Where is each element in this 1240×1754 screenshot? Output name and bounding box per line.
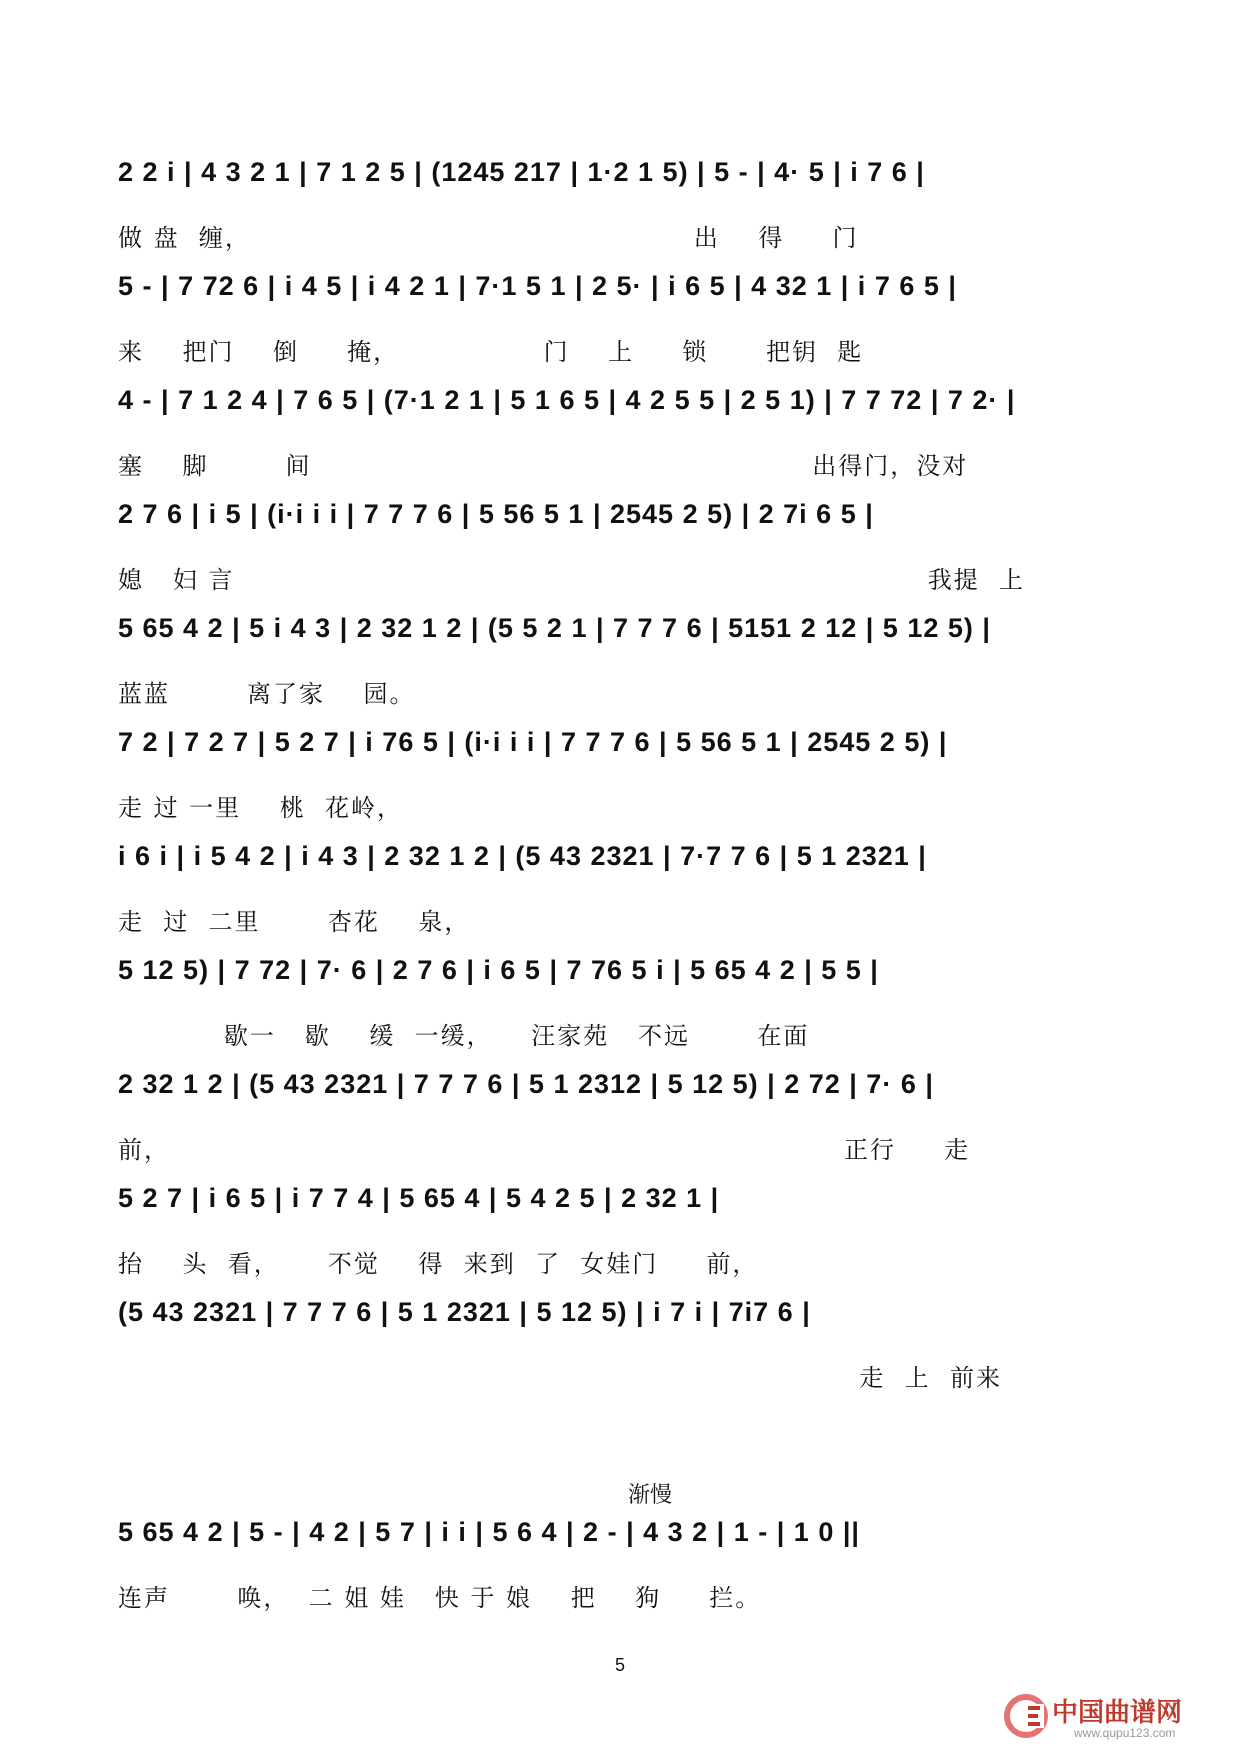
lyrics-line: 做 盘 缠， 出 得 门 bbox=[118, 224, 859, 252]
lyrics-line: 走 过 二里 杏花 泉， bbox=[118, 908, 471, 936]
tempo-marking: 渐慢 bbox=[628, 1483, 673, 1508]
page-number: 5 bbox=[614, 1655, 625, 1675]
notation-line: 2 32 1 2 | (5 43 2321 | 7 7 7 6 | 5 1 2312 | 5 12 5) | 2 72 | 7· 6 | bbox=[118, 1069, 934, 1099]
notation-line: 2 2 i | 4 3 2 1 | 7 1 2 5 | (1245 217 | 1·2 1 5) | 5 - | 4· 5 | i 7 6 | bbox=[118, 157, 925, 187]
watermark-url: www.qupu123.com bbox=[1074, 1726, 1176, 1740]
notation-line: 5 65 4 2 | 5 i 4 3 | 2 32 1 2 | (5 5 2 1 | 7 7 7 6 | 5151 2 12 | 5 12 5) | bbox=[118, 613, 991, 643]
site-watermark bbox=[1004, 1690, 1214, 1746]
notation-line: 4 - | 7 1 2 4 | 7 6 5 | (7·1 2 1 | 5 1 6 5 | 4 2 5 5 | 2 5 1) | 7 7 72 | 7 2· | bbox=[118, 385, 1016, 415]
lyrics-line: 连声 唤， 二 姐 娃 快 于 娘 把 狗 拦。 bbox=[118, 1584, 762, 1612]
site-logo-icon bbox=[1004, 1694, 1048, 1738]
notation-line: 5 12 5) | 7 72 | 7· 6 | 2 7 6 | i 6 5 | 7 76 5 i | 5 65 4 2 | 5 5 | bbox=[118, 955, 879, 985]
lyrics-line: 媳 妇 言 我提 上 bbox=[118, 566, 1026, 594]
notation-line: 7 2 | 7 2 7 | 5 2 7 | i 76 5 | (i·i i i | 7 7 7 6 | 5 56 5 1 | 2545 2 5) | bbox=[118, 727, 948, 757]
notation-line: 5 65 4 2 | 5 - | 4 2 | 5 7 | i i | 5 6 4 | 2 - | 4 3 2 | 1 - | 1 0 || bbox=[118, 1517, 860, 1547]
lyrics-line: 来 把门 倒 掩， 门 上 锁 把钥 匙 bbox=[118, 338, 864, 366]
lyrics-line: 走 上 前来 bbox=[118, 1364, 1002, 1392]
notation-line: (5 43 2321 | 7 7 7 6 | 5 1 2321 | 5 12 5) | i 7 i | 7i7 6 | bbox=[118, 1297, 811, 1327]
lyrics-line: 蓝蓝 离了家 园。 bbox=[118, 680, 416, 708]
notation-line: 5 2 7 | i 6 5 | i 7 7 4 | 5 65 4 | 5 4 2 5 | 2 32 1 | bbox=[118, 1183, 720, 1213]
watermark-text: 中国曲谱网 bbox=[1052, 1698, 1183, 1728]
notation-line: 2 7 6 | i 5 | (i·i i i | 7 7 7 6 | 5 56 5 1 | 2545 2 5) | 2 7i 6 5 | bbox=[118, 499, 874, 529]
lyrics-line: 歇一 歇 缓 一缓， 汪家苑 不远 在面 bbox=[118, 1022, 810, 1050]
lyrics-line: 前， 正行 走 bbox=[118, 1136, 971, 1164]
lyrics-line: 塞 脚 间 出得门，没对 bbox=[118, 452, 969, 480]
lyrics-line: 抬 头 看， 不觉 得 来到 了 女娃门 前， bbox=[118, 1250, 759, 1278]
notation-line: i 6 i | i 5 4 2 | i 4 3 | 2 32 1 2 | (5 43 2321 | 7·7 7 6 | 5 1 2321 | bbox=[118, 841, 927, 871]
lyrics-line: 走 过 一里 桃 花岭， bbox=[118, 794, 404, 822]
notation-line: 5 - | 7 72 6 | i 4 5 | i 4 2 1 | 7·1 5 1 | 2 5· | i 6 5 | 4 32 1 | i 7 6 5 | bbox=[118, 271, 957, 301]
